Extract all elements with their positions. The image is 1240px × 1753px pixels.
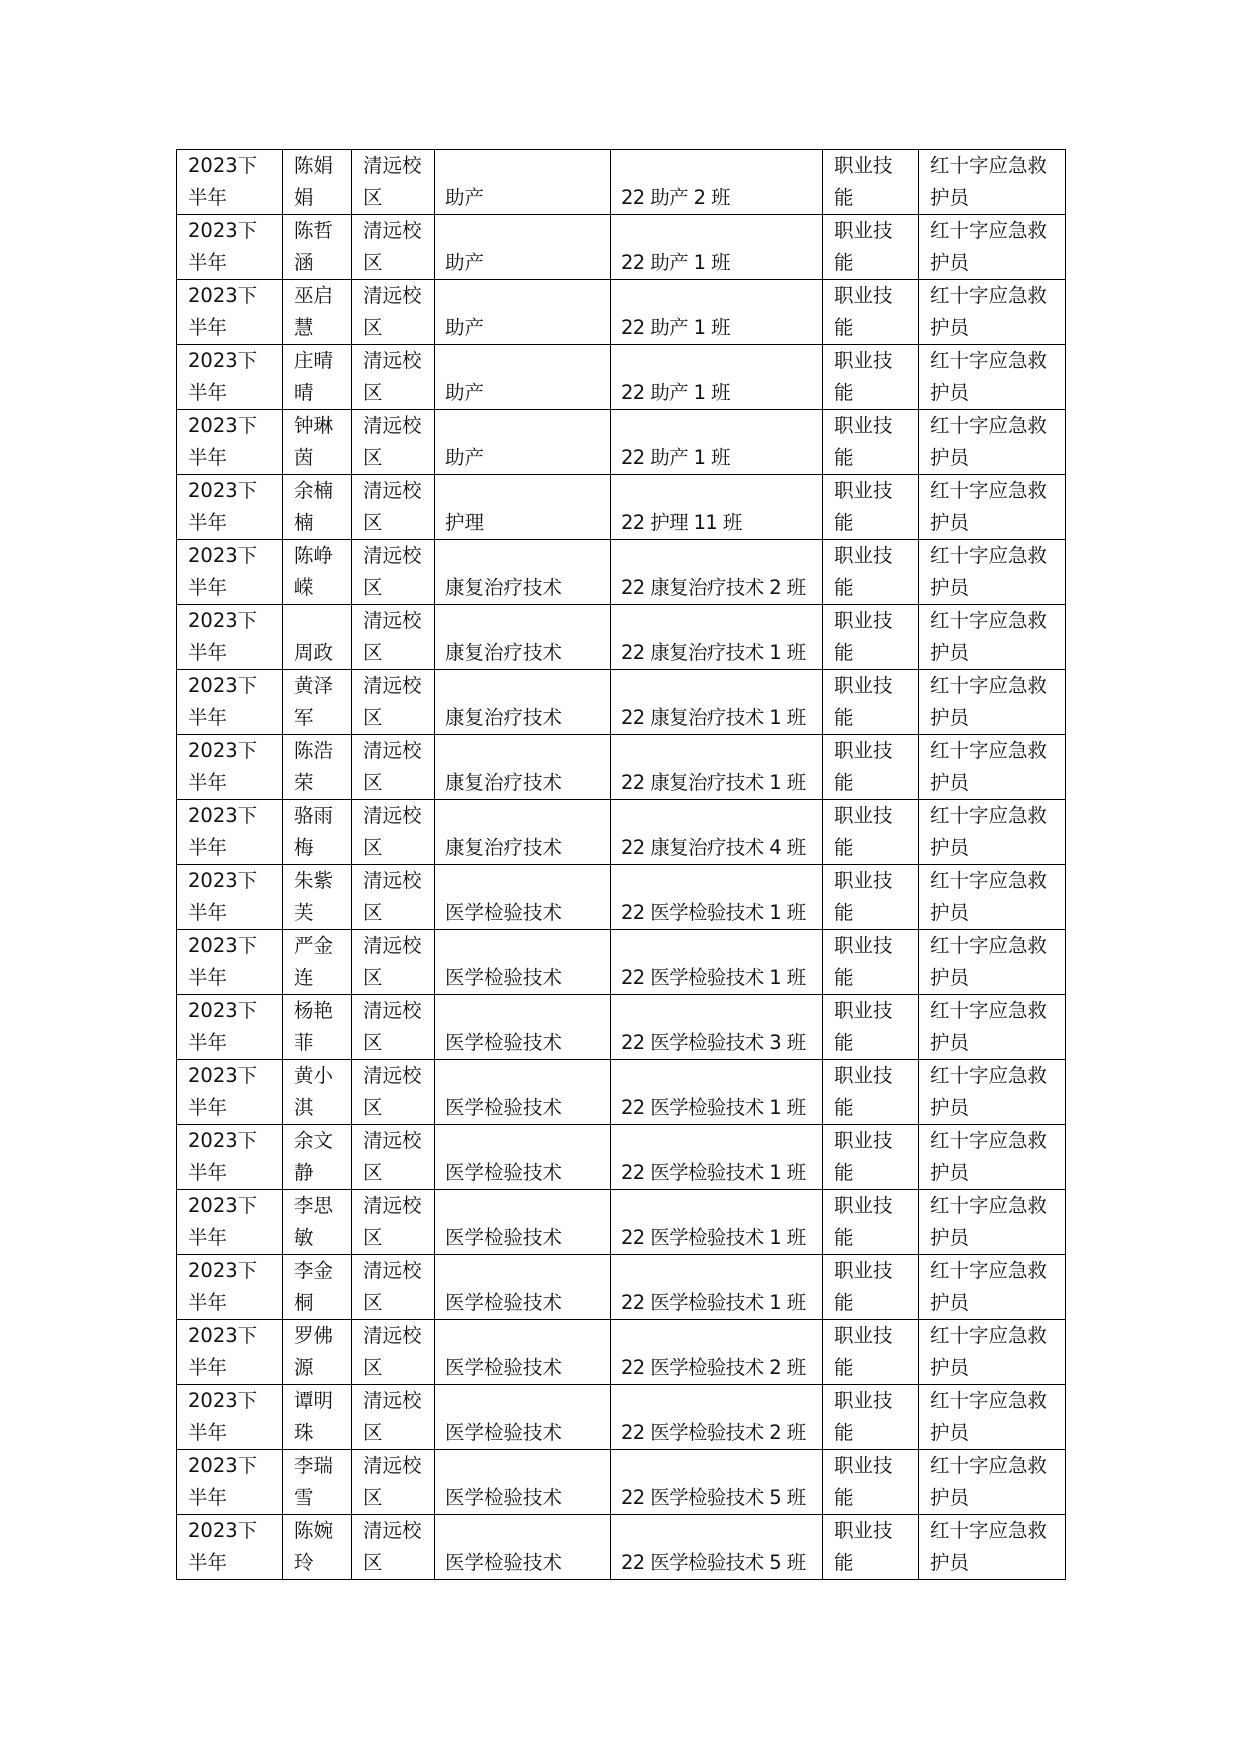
major-cell: 护理 [435, 475, 611, 540]
major-cell: 康复治疗技术 [435, 670, 611, 735]
table-row [177, 1450, 1066, 1515]
certificate-cell: 红十字应急救护员 [919, 930, 1066, 995]
class-cell: 22 医学检验技术 3 班 [611, 995, 823, 1060]
category-cell: 职业技能 [823, 930, 919, 995]
major-cell: 康复治疗技术 [435, 800, 611, 865]
name-cell: 陈娟娟 [283, 150, 352, 215]
category-cell: 职业技能 [823, 800, 919, 865]
campus-cell: 清远校区 [352, 670, 435, 735]
category-cell: 职业技能 [823, 150, 919, 215]
table-row [177, 800, 1066, 865]
category-cell: 职业技能 [823, 1450, 919, 1515]
major-cell: 医学检验技术 [435, 865, 611, 930]
table-row [177, 1255, 1066, 1320]
certificate-cell: 红十字应急救护员 [919, 800, 1066, 865]
class-cell: 22 助产 1 班 [611, 410, 823, 475]
major-cell: 助产 [435, 215, 611, 280]
period-cell: 2023下半年 [177, 605, 283, 670]
category-cell: 职业技能 [823, 1255, 919, 1320]
campus-cell: 清远校区 [352, 540, 435, 605]
category-cell: 职业技能 [823, 1060, 919, 1125]
name-cell: 钟琳茵 [283, 410, 352, 475]
major-cell: 康复治疗技术 [435, 605, 611, 670]
period-cell: 2023下半年 [177, 215, 283, 280]
class-cell: 22 康复治疗技术 4 班 [611, 800, 823, 865]
class-cell: 22 康复治疗技术 1 班 [611, 670, 823, 735]
name-cell: 朱紫芙 [283, 865, 352, 930]
period-cell: 2023下半年 [177, 670, 283, 735]
certificate-records-table [176, 149, 1066, 1580]
campus-cell: 清远校区 [352, 410, 435, 475]
name-cell: 陈婉玲 [283, 1515, 352, 1580]
major-cell: 医学检验技术 [435, 1515, 611, 1580]
name-cell: 黄泽军 [283, 670, 352, 735]
category-cell: 职业技能 [823, 1190, 919, 1255]
category-cell: 职业技能 [823, 1515, 919, 1580]
name-cell: 李金桐 [283, 1255, 352, 1320]
table-row [177, 1190, 1066, 1255]
category-cell: 职业技能 [823, 280, 919, 345]
category-cell: 职业技能 [823, 605, 919, 670]
major-cell: 医学检验技术 [435, 1125, 611, 1190]
certificate-cell: 红十字应急救护员 [919, 1385, 1066, 1450]
certificate-cell: 红十字应急救护员 [919, 1060, 1066, 1125]
table-row [177, 215, 1066, 280]
period-cell: 2023下半年 [177, 1125, 283, 1190]
category-cell: 职业技能 [823, 540, 919, 605]
name-cell: 陈浩荣 [283, 735, 352, 800]
campus-cell: 清远校区 [352, 605, 435, 670]
period-cell: 2023下半年 [177, 1255, 283, 1320]
table-row [177, 150, 1066, 215]
category-cell: 职业技能 [823, 995, 919, 1060]
campus-cell: 清远校区 [352, 1320, 435, 1385]
category-cell: 职业技能 [823, 475, 919, 540]
category-cell: 职业技能 [823, 345, 919, 410]
class-cell: 22 医学检验技术 1 班 [611, 930, 823, 995]
period-cell: 2023下半年 [177, 345, 283, 410]
class-cell: 22 康复治疗技术 2 班 [611, 540, 823, 605]
major-cell: 康复治疗技术 [435, 735, 611, 800]
campus-cell: 清远校区 [352, 735, 435, 800]
campus-cell: 清远校区 [352, 865, 435, 930]
major-cell: 助产 [435, 150, 611, 215]
period-cell: 2023下半年 [177, 280, 283, 345]
class-cell: 22 医学检验技术 1 班 [611, 1125, 823, 1190]
campus-cell: 清远校区 [352, 1450, 435, 1515]
campus-cell: 清远校区 [352, 1190, 435, 1255]
major-cell: 医学检验技术 [435, 1320, 611, 1385]
campus-cell: 清远校区 [352, 280, 435, 345]
certificate-cell: 红十字应急救护员 [919, 995, 1066, 1060]
name-cell: 余楠楠 [283, 475, 352, 540]
campus-cell: 清远校区 [352, 1515, 435, 1580]
period-cell: 2023下半年 [177, 540, 283, 605]
period-cell: 2023下半年 [177, 995, 283, 1060]
table-row [177, 1125, 1066, 1190]
certificate-cell: 红十字应急救护员 [919, 1190, 1066, 1255]
class-cell: 22 护理 11 班 [611, 475, 823, 540]
table-row [177, 1060, 1066, 1125]
period-cell: 2023下半年 [177, 930, 283, 995]
major-cell: 助产 [435, 280, 611, 345]
major-cell: 康复治疗技术 [435, 540, 611, 605]
class-cell: 22 助产 1 班 [611, 215, 823, 280]
period-cell: 2023下半年 [177, 1515, 283, 1580]
major-cell: 医学检验技术 [435, 1385, 611, 1450]
period-cell: 2023下半年 [177, 410, 283, 475]
category-cell: 职业技能 [823, 670, 919, 735]
campus-cell: 清远校区 [352, 150, 435, 215]
period-cell: 2023下半年 [177, 150, 283, 215]
certificate-cell: 红十字应急救护员 [919, 150, 1066, 215]
certificate-cell: 红十字应急救护员 [919, 215, 1066, 280]
certificate-cell: 红十字应急救护员 [919, 280, 1066, 345]
class-cell: 22 康复治疗技术 1 班 [611, 605, 823, 670]
period-cell: 2023下半年 [177, 1450, 283, 1515]
major-cell: 助产 [435, 345, 611, 410]
campus-cell: 清远校区 [352, 345, 435, 410]
table-row [177, 735, 1066, 800]
table-row [177, 540, 1066, 605]
campus-cell: 清远校区 [352, 215, 435, 280]
category-cell: 职业技能 [823, 410, 919, 475]
name-cell: 李瑞雪 [283, 1450, 352, 1515]
certificate-cell: 红十字应急救护员 [919, 670, 1066, 735]
period-cell: 2023下半年 [177, 735, 283, 800]
table-row [177, 475, 1066, 540]
certificate-cell: 红十字应急救护员 [919, 475, 1066, 540]
class-cell: 22 医学检验技术 5 班 [611, 1515, 823, 1580]
certificate-cell: 红十字应急救护员 [919, 1320, 1066, 1385]
major-cell: 医学检验技术 [435, 930, 611, 995]
period-cell: 2023下半年 [177, 800, 283, 865]
name-cell: 李思敏 [283, 1190, 352, 1255]
table-row [177, 995, 1066, 1060]
period-cell: 2023下半年 [177, 865, 283, 930]
table-row [177, 865, 1066, 930]
campus-cell: 清远校区 [352, 1060, 435, 1125]
class-cell: 22 医学检验技术 1 班 [611, 1060, 823, 1125]
class-cell: 22 助产 2 班 [611, 150, 823, 215]
class-cell: 22 助产 1 班 [611, 345, 823, 410]
class-cell: 22 医学检验技术 5 班 [611, 1450, 823, 1515]
class-cell: 22 医学检验技术 1 班 [611, 865, 823, 930]
table-row [177, 1385, 1066, 1450]
major-cell: 医学检验技术 [435, 1060, 611, 1125]
period-cell: 2023下半年 [177, 475, 283, 540]
category-cell: 职业技能 [823, 215, 919, 280]
category-cell: 职业技能 [823, 1320, 919, 1385]
campus-cell: 清远校区 [352, 475, 435, 540]
name-cell: 陈哲涵 [283, 215, 352, 280]
certificate-cell: 红十字应急救护员 [919, 540, 1066, 605]
certificate-cell: 红十字应急救护员 [919, 1125, 1066, 1190]
campus-cell: 清远校区 [352, 1255, 435, 1320]
certificate-cell: 红十字应急救护员 [919, 1450, 1066, 1515]
certificate-cell: 红十字应急救护员 [919, 865, 1066, 930]
category-cell: 职业技能 [823, 735, 919, 800]
name-cell: 谭明珠 [283, 1385, 352, 1450]
certificate-cell: 红十字应急救护员 [919, 735, 1066, 800]
campus-cell: 清远校区 [352, 800, 435, 865]
certificate-cell: 红十字应急救护员 [919, 1255, 1066, 1320]
major-cell: 医学检验技术 [435, 1450, 611, 1515]
class-cell: 22 医学检验技术 1 班 [611, 1190, 823, 1255]
certificate-cell: 红十字应急救护员 [919, 1515, 1066, 1580]
table-row [177, 345, 1066, 410]
table-row [177, 605, 1066, 670]
table-row [177, 1515, 1066, 1580]
major-cell: 医学检验技术 [435, 1255, 611, 1320]
major-cell: 医学检验技术 [435, 995, 611, 1060]
name-cell: 罗佛源 [283, 1320, 352, 1385]
campus-cell: 清远校区 [352, 1125, 435, 1190]
name-cell: 骆雨梅 [283, 800, 352, 865]
category-cell: 职业技能 [823, 1125, 919, 1190]
period-cell: 2023下半年 [177, 1190, 283, 1255]
table-row [177, 410, 1066, 475]
class-cell: 22 医学检验技术 2 班 [611, 1385, 823, 1450]
campus-cell: 清远校区 [352, 930, 435, 995]
table-row [177, 1320, 1066, 1385]
name-cell: 杨艳菲 [283, 995, 352, 1060]
certificate-cell: 红十字应急救护员 [919, 605, 1066, 670]
class-cell: 22 助产 1 班 [611, 280, 823, 345]
category-cell: 职业技能 [823, 1385, 919, 1450]
class-cell: 22 康复治疗技术 1 班 [611, 735, 823, 800]
table-body [177, 150, 1066, 1580]
table-row [177, 280, 1066, 345]
table-row [177, 670, 1066, 735]
campus-cell: 清远校区 [352, 1385, 435, 1450]
campus-cell: 清远校区 [352, 995, 435, 1060]
name-cell: 巫启慧 [283, 280, 352, 345]
certificate-cell: 红十字应急救护员 [919, 410, 1066, 475]
certificate-cell: 红十字应急救护员 [919, 345, 1066, 410]
period-cell: 2023下半年 [177, 1320, 283, 1385]
class-cell: 22 医学检验技术 1 班 [611, 1255, 823, 1320]
major-cell: 助产 [435, 410, 611, 475]
name-cell: 黄小淇 [283, 1060, 352, 1125]
name-cell: 陈峥嵘 [283, 540, 352, 605]
class-cell: 22 医学检验技术 2 班 [611, 1320, 823, 1385]
name-cell: 庄晴晴 [283, 345, 352, 410]
name-cell: 严金连 [283, 930, 352, 995]
table-row [177, 930, 1066, 995]
major-cell: 医学检验技术 [435, 1190, 611, 1255]
name-cell: 周政 [283, 605, 352, 670]
name-cell: 余文静 [283, 1125, 352, 1190]
period-cell: 2023下半年 [177, 1385, 283, 1450]
period-cell: 2023下半年 [177, 1060, 283, 1125]
category-cell: 职业技能 [823, 865, 919, 930]
